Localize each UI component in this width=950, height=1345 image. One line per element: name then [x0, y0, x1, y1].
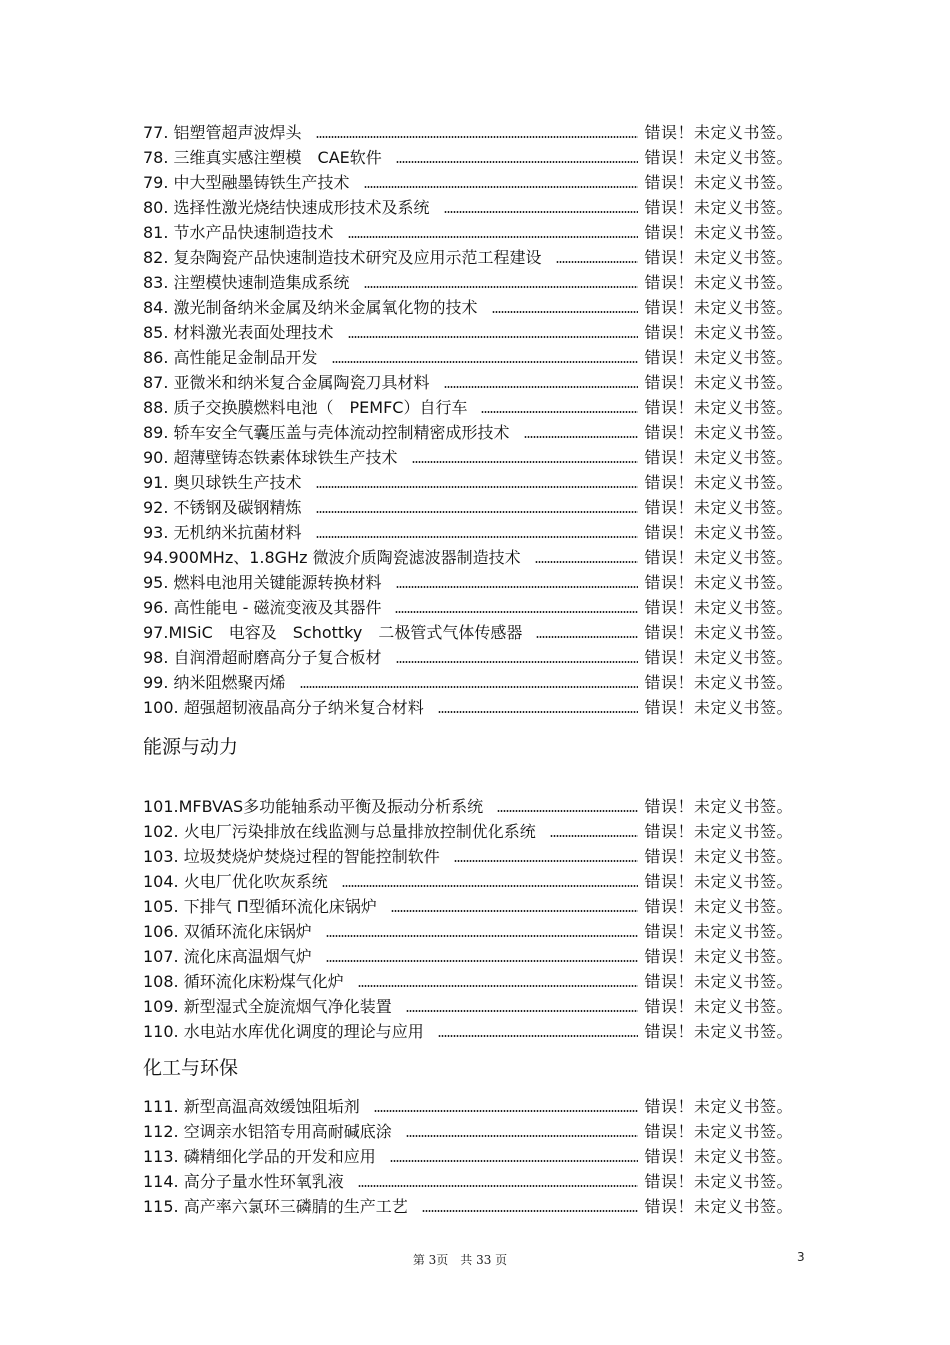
- toc-entry-ref: 错误！未定义书签。: [644, 348, 793, 367]
- toc-entry[interactable]: [143, 1167, 793, 1192]
- toc-entry[interactable]: [143, 618, 793, 643]
- toc-leader-dots: [481, 411, 638, 413]
- toc-entry-ref: 错误！未定义书签。: [644, 148, 793, 167]
- toc-entry[interactable]: [143, 1017, 793, 1042]
- footer-page-info: 第 3页 共 33 页: [412, 1253, 508, 1267]
- toc-entry[interactable]: [143, 443, 793, 468]
- toc-entry[interactable]: [143, 1192, 793, 1217]
- toc-entry[interactable]: [143, 792, 793, 817]
- toc-leader-dots: [358, 985, 639, 987]
- toc-entry[interactable]: [143, 218, 793, 243]
- toc-entry[interactable]: [143, 917, 793, 942]
- toc-leader-dots: [326, 935, 639, 937]
- toc-entry[interactable]: [143, 418, 793, 443]
- toc-entry-ref: 错误！未定义书签。: [644, 373, 793, 392]
- toc-entry-title: 83. 注塑模快速制造集成系统: [143, 273, 350, 292]
- toc-entry-ref: 错误！未定义书签。: [644, 448, 793, 467]
- toc-leader-dots: [316, 136, 639, 138]
- toc-entry[interactable]: [143, 817, 793, 842]
- toc-leader-dots: [316, 511, 639, 513]
- toc-entry[interactable]: [143, 243, 793, 268]
- toc-entry-title: 82. 复杂陶瓷产品快速制造技术研究及应用示范工程建设: [143, 248, 542, 267]
- toc-entry-ref: 错误！未定义书签。: [644, 1122, 793, 1141]
- toc-entry[interactable]: [143, 543, 793, 568]
- toc-entry-title: 84. 激光制备纳米金属及纳米金属氧化物的技术: [143, 298, 478, 317]
- toc-leader-dots: [316, 486, 639, 488]
- toc-entry[interactable]: [143, 393, 793, 418]
- toc-entry-ref: 错误！未定义书签。: [644, 1097, 793, 1116]
- toc-entry[interactable]: [143, 143, 793, 168]
- toc-entry-ref: 错误！未定义书签。: [644, 548, 793, 567]
- toc-entry[interactable]: [143, 268, 793, 293]
- toc-entry-ref: 错误！未定义书签。: [644, 673, 793, 692]
- toc-entry-ref: 错误！未定义书签。: [644, 623, 793, 642]
- toc-entry[interactable]: [143, 1142, 793, 1167]
- toc-entry-title: 104. 火电厂优化吹灰系统: [143, 872, 328, 891]
- toc-leader-dots: [438, 711, 639, 713]
- toc-entry[interactable]: [143, 668, 793, 693]
- toc-leader-dots: [358, 1185, 639, 1187]
- toc-group-chem: [143, 1092, 793, 1217]
- toc-entry-title: 85. 材料激光表面处理技术: [143, 323, 334, 342]
- toc-entry-ref: 错误！未定义书签。: [644, 947, 793, 966]
- toc-entry-title: 96. 高性能电 - 磁流变液及其器件: [143, 598, 382, 617]
- toc-entry-title: 93. 无机纳米抗菌材料: [143, 523, 302, 542]
- toc-entry-ref: 错误！未定义书签。: [644, 273, 793, 292]
- section-heading-energy: 能源与动力: [143, 736, 239, 758]
- toc-entry-ref: 错误！未定义书签。: [644, 523, 793, 542]
- toc-entry[interactable]: [143, 1117, 793, 1142]
- toc-leader-dots: [348, 336, 639, 338]
- toc-leader-dots: [395, 611, 638, 613]
- toc-entry-title: 86. 高性能足金制品开发: [143, 348, 318, 367]
- section-heading-chem: 化工与环保: [143, 1057, 239, 1079]
- toc-entry-ref: 错误！未定义书签。: [644, 997, 793, 1016]
- toc-leader-dots: [454, 860, 639, 862]
- toc-leader-dots: [374, 1110, 639, 1112]
- toc-entry-title: 89. 轿车安全气囊压盖与壳体流动控制精密成形技术: [143, 423, 510, 442]
- toc-entry[interactable]: [143, 992, 793, 1017]
- toc-entry[interactable]: [143, 193, 793, 218]
- toc-entry-ref: 错误！未定义书签。: [644, 398, 793, 417]
- toc-entry[interactable]: [143, 967, 793, 992]
- toc-entry[interactable]: [143, 118, 793, 143]
- toc-entry-ref: 错误！未定义书签。: [644, 822, 793, 841]
- toc-entry[interactable]: [143, 867, 793, 892]
- toc-leader-dots: [550, 835, 639, 837]
- toc-entry[interactable]: [143, 318, 793, 343]
- toc-entry-title: 109. 新型湿式全旋流烟气净化装置: [143, 997, 392, 1016]
- toc-entry-title: 107. 流化床高温烟气炉: [143, 947, 312, 966]
- footer-page-number: 3: [797, 1250, 805, 1264]
- toc-leader-dots: [396, 661, 639, 663]
- toc-leader-dots: [300, 686, 639, 688]
- toc-entry-ref: 错误！未定义书签。: [644, 598, 793, 617]
- toc-entry-ref: 错误！未定义书签。: [644, 123, 793, 142]
- toc-entry-ref: 错误！未定义书签。: [644, 573, 793, 592]
- toc-entry-ref: 错误！未定义书签。: [644, 498, 793, 517]
- toc-entry-title: 77. 铝塑管超声波焊头: [143, 123, 302, 142]
- toc-entry-title: 106. 双循环流化床锅炉: [143, 922, 312, 941]
- toc-entry-ref: 错误！未定义书签。: [644, 423, 793, 442]
- toc-entry-title: 101.MFBVAS多功能轴系动平衡及振动分析系统: [143, 797, 484, 816]
- toc-entry[interactable]: [143, 568, 793, 593]
- toc-entry-ref: 错误！未定义书签。: [644, 198, 793, 217]
- toc-entry-title: 114. 高分子量水性环氧乳液: [143, 1172, 344, 1191]
- toc-entry-title: 87. 亚微米和纳米复合金属陶瓷刀具材料: [143, 373, 430, 392]
- toc-leader-dots: [364, 186, 639, 188]
- toc-leader-dots: [406, 1135, 639, 1137]
- toc-leader-dots: [497, 810, 638, 812]
- toc-entry-title: 91. 奥贝球铁生产技术: [143, 473, 302, 492]
- toc-entry[interactable]: [143, 593, 793, 618]
- toc-entry-ref: 错误！未定义书签。: [644, 1022, 793, 1041]
- toc-entry-ref: 错误！未定义书签。: [644, 1172, 793, 1191]
- toc-leader-dots: [422, 1210, 639, 1212]
- toc-entry-ref: 错误！未定义书签。: [644, 1197, 793, 1216]
- toc-entry-ref: 错误！未定义书签。: [644, 872, 793, 891]
- toc-entry[interactable]: [143, 468, 793, 493]
- toc-leader-dots: [535, 561, 639, 563]
- toc-entry-ref: 错误！未定义书签。: [644, 473, 793, 492]
- toc-leader-dots: [332, 361, 639, 363]
- toc-leader-dots: [444, 386, 639, 388]
- toc-entry[interactable]: [143, 368, 793, 393]
- toc-leader-dots: [536, 636, 638, 638]
- toc-entry-title: 113. 磷精细化学品的开发和应用: [143, 1147, 376, 1166]
- toc-entry-ref: 错误！未定义书签。: [644, 1147, 793, 1166]
- toc-entry-title: 103. 垃圾焚烧炉焚烧过程的智能控制软件: [143, 847, 440, 866]
- toc-entry-title: 110. 水电站水库优化调度的理论与应用: [143, 1022, 424, 1041]
- toc-leader-dots: [412, 461, 639, 463]
- toc-entry-title: 78. 三维真实感注塑模 CAE软件: [143, 148, 382, 167]
- toc-entry-ref: 错误！未定义书签。: [644, 897, 793, 916]
- toc-leader-dots: [391, 910, 639, 912]
- toc-entry-title: 115. 高产率六氯环三磷腈的生产工艺: [143, 1197, 408, 1216]
- toc-entry[interactable]: [143, 643, 793, 668]
- toc-entry-title: 92. 不锈钢及碳钢精炼: [143, 498, 302, 517]
- toc-entry-ref: 错误！未定义书签。: [644, 298, 793, 317]
- toc-leader-dots: [342, 885, 639, 887]
- toc-entry-title: 79. 中大型融墨铸铁生产技术: [143, 173, 350, 192]
- toc-entry[interactable]: [143, 942, 793, 967]
- toc-entry-ref: 错误！未定义书签。: [644, 648, 793, 667]
- toc-entry-ref: 错误！未定义书签。: [644, 972, 793, 991]
- toc-entry-title: 90. 超薄壁铸态铁素体球铁生产技术: [143, 448, 398, 467]
- toc-entry-ref: 错误！未定义书签。: [644, 173, 793, 192]
- toc-leader-dots: [390, 1160, 639, 1162]
- toc-group-energy: [143, 792, 793, 1042]
- toc-entry-ref: 错误！未定义书签。: [644, 847, 793, 866]
- toc-entry-ref: 错误！未定义书签。: [644, 248, 793, 267]
- toc-leader-dots: [316, 536, 639, 538]
- toc-leader-dots: [556, 261, 639, 263]
- toc-entry-title: 81. 节水产品快速制造技术: [143, 223, 334, 242]
- toc-entry-title: 94.900MHz、1.8GHz 微波介质陶瓷滤波器制造技术: [143, 548, 521, 567]
- toc-entry[interactable]: [143, 842, 793, 867]
- toc-entry-title: 88. 质子交换膜燃料电池（ PEMFC）自行车: [143, 398, 468, 417]
- toc-entry[interactable]: [143, 168, 793, 193]
- toc-entry-title: 111. 新型高温高效缓蚀阻垢剂: [143, 1097, 360, 1116]
- toc-entry-ref: 错误！未定义书签。: [644, 922, 793, 941]
- toc-entry-title: 97.MISiC 电容及 Schottky 二极管式气体传感器: [143, 623, 523, 642]
- toc-entry[interactable]: [143, 293, 793, 318]
- toc-entry-title: 108. 循环流化床粉煤气化炉: [143, 972, 344, 991]
- toc-leader-dots: [492, 311, 639, 313]
- toc-entry-title: 98. 自润滑超耐磨高分子复合板材: [143, 648, 382, 667]
- toc-leader-dots: [396, 161, 639, 163]
- toc-entry-title: 99. 纳米阻燃聚丙烯: [143, 673, 286, 692]
- toc-leader-dots: [396, 586, 639, 588]
- toc-entry[interactable]: [143, 343, 793, 368]
- toc-entry-ref: 错误！未定义书签。: [644, 323, 793, 342]
- toc-entry-title: 102. 火电厂污染排放在线监测与总量排放控制优化系统: [143, 822, 536, 841]
- toc-entry-title: 80. 选择性激光烧结快速成形技术及系统: [143, 198, 430, 217]
- toc-entry-title: 112. 空调亲水铝箔专用高耐碱底涂: [143, 1122, 392, 1141]
- toc-entry-ref: 错误！未定义书签。: [644, 223, 793, 242]
- toc-leader-dots: [406, 1010, 639, 1012]
- toc-leader-dots: [444, 211, 639, 213]
- toc-entry-title: 100. 超强超韧液晶高分子纳米复合材料: [143, 698, 424, 717]
- toc-entry-title: 95. 燃料电池用关键能源转换材料: [143, 573, 382, 592]
- toc-leader-dots: [364, 286, 639, 288]
- toc-leader-dots: [326, 960, 639, 962]
- toc-leader-dots: [438, 1035, 639, 1037]
- toc-entry-ref: 错误！未定义书签。: [644, 698, 793, 717]
- toc-entry[interactable]: [143, 693, 793, 718]
- toc-entry[interactable]: [143, 1092, 793, 1117]
- toc-entry[interactable]: [143, 493, 793, 518]
- toc-group-materials: [143, 118, 793, 718]
- toc-entry[interactable]: [143, 518, 793, 543]
- toc-leader-dots: [348, 236, 639, 238]
- toc-entry-title: 105. 下排气 Π型循环流化床锅炉: [143, 897, 377, 916]
- toc-entry[interactable]: [143, 892, 793, 917]
- toc-leader-dots: [524, 436, 639, 438]
- toc-entry-ref: 错误！未定义书签。: [644, 797, 793, 816]
